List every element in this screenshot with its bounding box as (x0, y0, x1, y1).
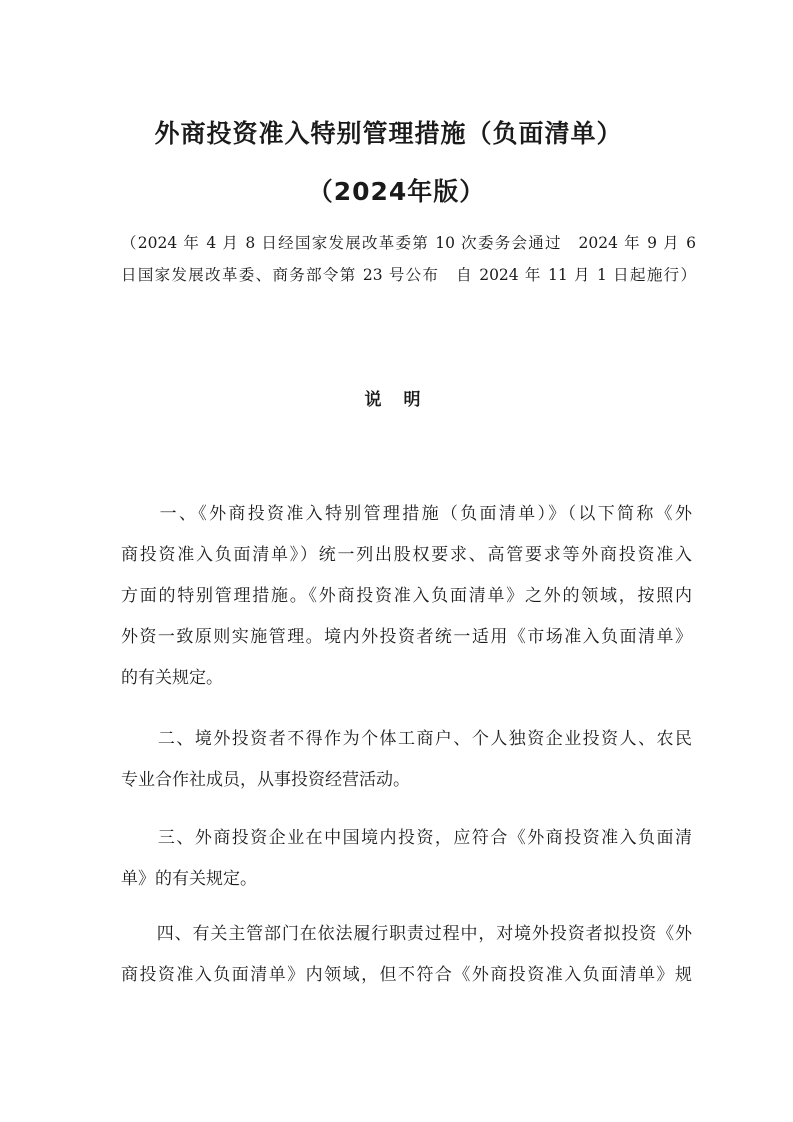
subtitle-line: 日国家发展改革委、商务部令第 23 号公布 自 2024 年 11 月 1 日起施行） (121, 266, 696, 284)
paragraph-line: 单》的有关规定。 (121, 869, 257, 889)
document-subtitle (121, 227, 696, 291)
paragraph-line: 商投资准入负面清单》内领域，但不符合《外商投资准入负面清单》规 (121, 965, 692, 985)
paragraph-line: 方面的特别管理措施。《外商投资准入负面清单》之外的领域，按照内 (121, 586, 692, 606)
subtitle-line: （2024 年 4 月 8 日经国家发展改革委第 10 次委务会通过 2024 年 9 月 6 (121, 234, 696, 252)
paragraph-line: 二、境外投资者不得作为个体工商户、个人独资企业投资人、农民 (121, 729, 692, 749)
paragraph-line: 商投资准入负面清单》）统一列出股权要求、高管要求等外商投资准入 (121, 545, 692, 565)
paragraph-line: 三、外商投资企业在中国境内投资，应符合《外商投资准入负面清 (121, 828, 692, 848)
document-year-title: （2024年版） (307, 177, 486, 206)
paragraph-4 (121, 914, 692, 996)
paragraph-line: 四、有关主管部门在依法履行职责过程中，对境外投资者拟投资《外 (121, 924, 692, 944)
paragraph-3 (121, 818, 692, 900)
paragraph-line: 一、《外商投资准入特别管理措施（负面清单）》（以下简称《外 (121, 504, 692, 524)
paragraph-line: 专业合作社成员，从事投资经营活动。 (121, 770, 410, 790)
section-heading: 说 明 (364, 390, 429, 410)
paragraph-2 (121, 719, 692, 801)
paragraph-1 (121, 494, 692, 699)
document-title: 外商投资准入特别管理措施（负面清单） (154, 119, 623, 148)
paragraph-line: 外资一致原则实施管理。境内外投资者统一适用《市场准入负面清单》 (121, 627, 692, 647)
paragraph-line: 的有关规定。 (121, 668, 223, 688)
